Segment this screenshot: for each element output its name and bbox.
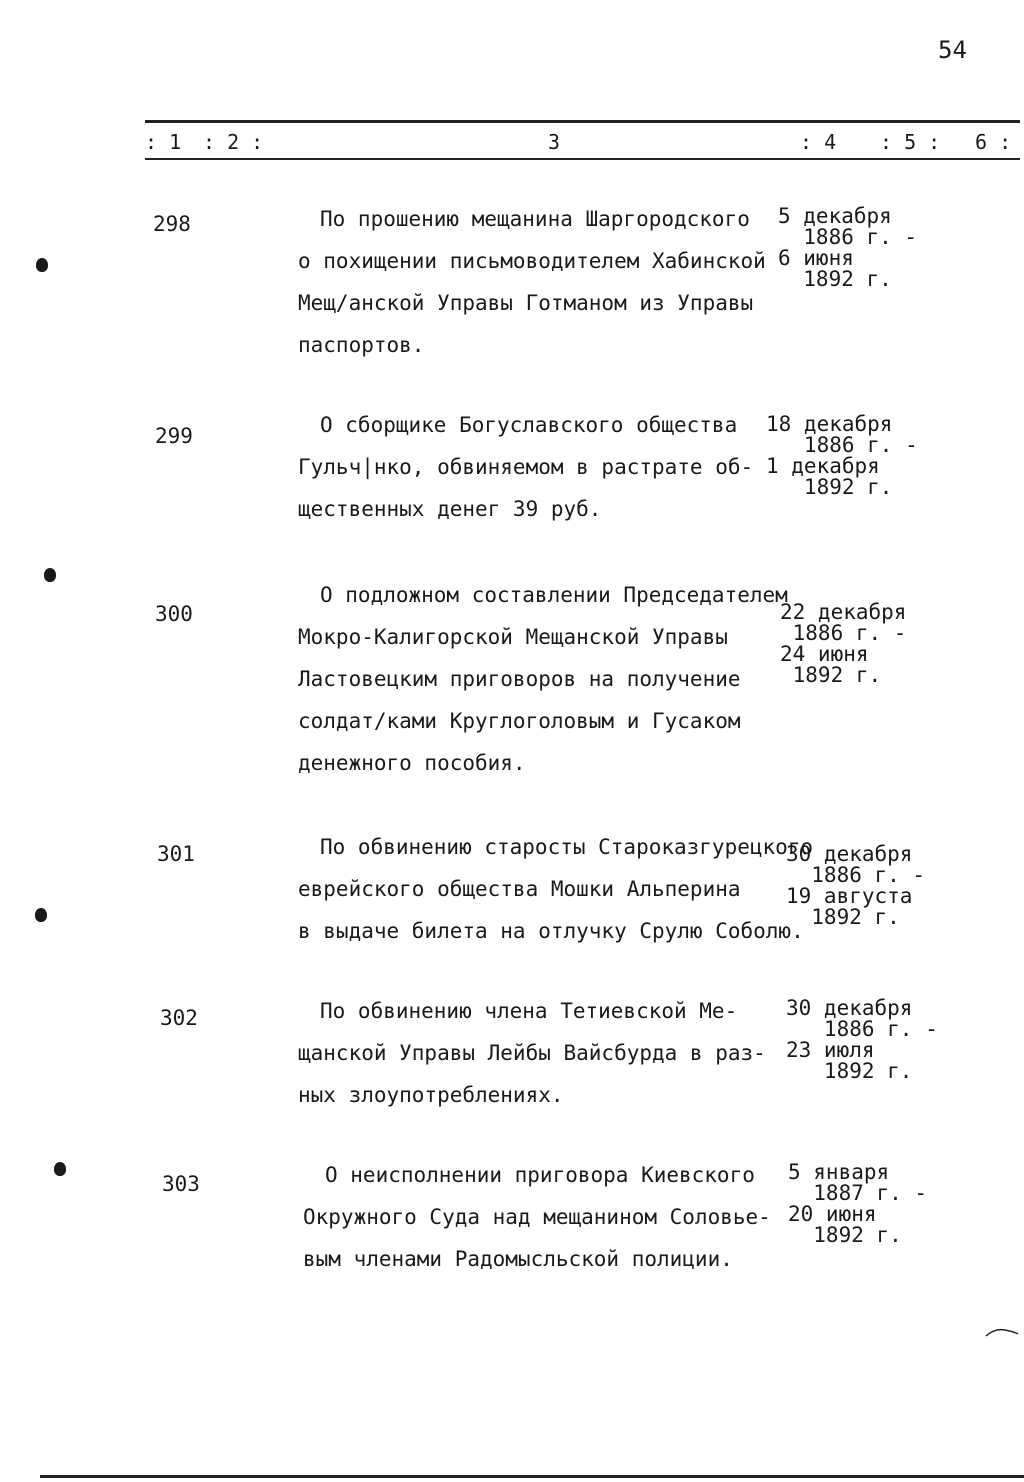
description-line: По обвинению члена Тетиевской Ме- [320, 999, 738, 1023]
description-line: вым членами Радомысльской полиции. [303, 1247, 733, 1271]
date-line: 1886 г. - [766, 433, 918, 457]
description-line: еврейского общества Мошки Альперина [298, 877, 741, 901]
entry-dates [786, 998, 938, 1082]
column-header-row [145, 130, 1020, 156]
description-line: щанской Управы Лейбы Вайсбурда в раз- [298, 1041, 766, 1065]
description-line: солдат/ками Круглоголовым и Гусаком [298, 709, 741, 733]
entry-dates [780, 602, 906, 686]
description-line: в выдаче билета на отлучку Срулю Соболю. [298, 919, 804, 943]
pen-squiggle-mark [985, 1326, 1019, 1338]
description-line: Мещ/анской Управы Готманом из Управы [298, 291, 754, 315]
description-line: Ластовецким приговоров на получение [298, 667, 741, 691]
entry-number: 301 [157, 842, 195, 866]
date-line: 1892 г. [778, 267, 892, 291]
date-line: 19 августа [786, 884, 913, 908]
description-line: По обвинению старосты Староказгурецкого [320, 835, 814, 859]
date-line: 5 декабря [778, 204, 892, 228]
column-header-5: : 5 : [880, 130, 941, 154]
description-line: О подложном составлении Председателем [320, 583, 788, 607]
entry-description [298, 826, 813, 952]
entry-number: 298 [153, 212, 191, 236]
column-header-2: : 2 : [203, 130, 264, 154]
entry-dates [766, 414, 918, 498]
entry-dates [778, 206, 917, 290]
date-line: 1887 г. - [788, 1181, 928, 1205]
date-line: 1886 г. - [778, 225, 918, 249]
page-number: 54 [938, 36, 967, 64]
column-header-6: 6 : [975, 130, 1012, 154]
punch-hole-mark [35, 908, 47, 922]
entry-number: 300 [155, 602, 193, 626]
entry-description [303, 1154, 771, 1280]
date-line: 1892 г. [788, 1223, 902, 1247]
date-line: 30 декабря [786, 842, 913, 866]
entry-number: 303 [162, 1172, 200, 1196]
entry-dates [786, 844, 925, 928]
header-top-rule [145, 120, 1020, 123]
date-line: 1886 г. - [780, 621, 907, 645]
description-line: о похищении письмоводителем Хабинской [298, 249, 766, 273]
date-line: 1892 г. [786, 1059, 913, 1083]
description-line: О сборщике Богуславского общества [320, 413, 738, 437]
punch-hole-mark [54, 1162, 66, 1176]
description-line: ных злоупотреблениях. [298, 1083, 564, 1107]
description-line: Мокро-Калигорской Мещанской Управы [298, 625, 728, 649]
date-line: 20 июня [788, 1202, 877, 1226]
date-line: 1892 г. [780, 663, 882, 687]
column-header-4: : 4 [800, 130, 837, 154]
column-header-3: 3 [548, 130, 561, 154]
date-line: 24 июня [780, 642, 869, 666]
description-line: Окружного Суда над мещанином Соловье- [303, 1205, 771, 1229]
page-bottom-edge [40, 1475, 1024, 1478]
description-line: По прошению мещанина Шаргородского [320, 207, 750, 231]
description-line: денежного пособия. [298, 751, 526, 775]
date-line: 6 июня [778, 246, 854, 270]
date-line: 30 декабря [786, 996, 913, 1020]
entry-number: 302 [160, 1006, 198, 1030]
punch-hole-mark [36, 258, 48, 272]
entry-description [298, 574, 788, 784]
date-line: 5 января [788, 1160, 890, 1184]
date-line: 1892 г. [766, 475, 893, 499]
entry-number: 299 [155, 424, 193, 448]
description-line: Гульч|нко, обвиняемом в растрате об- [298, 455, 754, 479]
date-line: 22 декабря [780, 600, 907, 624]
description-line: О неисполнении приговора Киевского [325, 1163, 755, 1187]
date-line: 23 июля [786, 1038, 875, 1062]
entry-dates [788, 1162, 927, 1246]
header-bottom-rule [145, 158, 1020, 160]
entry-description [298, 198, 766, 366]
date-line: 1886 г. - [786, 1017, 938, 1041]
date-line: 18 декабря [766, 412, 893, 436]
description-line: паспортов. [298, 333, 425, 357]
entry-description [298, 990, 766, 1116]
date-line: 1892 г. [786, 905, 900, 929]
date-line: 1 декабря [766, 454, 880, 478]
date-line: 1886 г. - [786, 863, 926, 887]
column-header-1: : 1 [145, 130, 182, 154]
entry-description [298, 404, 753, 530]
punch-hole-mark [44, 568, 56, 582]
description-line: щественных денег 39 руб. [298, 497, 602, 521]
